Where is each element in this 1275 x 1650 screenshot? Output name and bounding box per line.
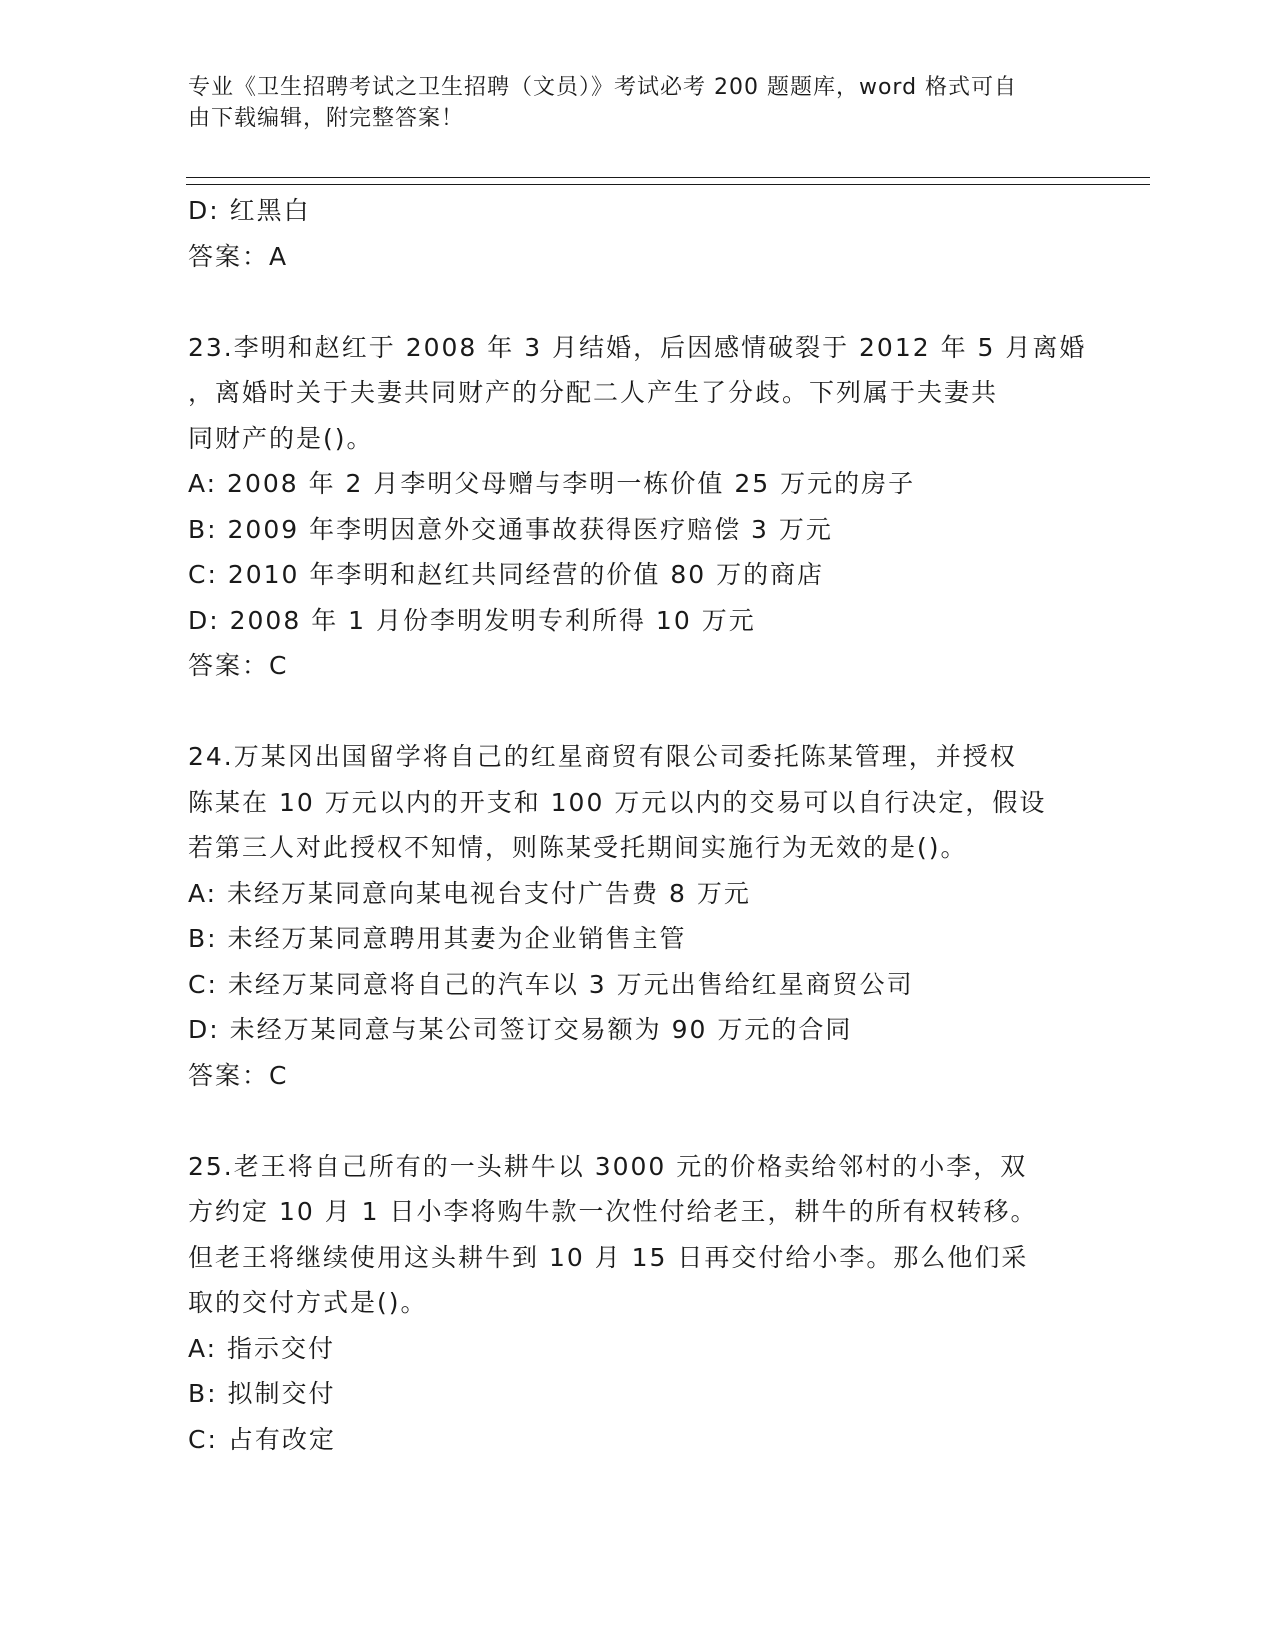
option-d: D: 未经万某同意与某公司签订交易额为 90 万元的合同 bbox=[188, 1015, 853, 1044]
question-stem-line: 25.老王将自己所有的一头耕牛以 3000 元的价格卖给邻村的小李，双 bbox=[188, 1151, 1028, 1181]
question-stem-line: 取的交付方式是()。 bbox=[188, 1288, 428, 1317]
question-stem-line: 23.李明和赵红于 2008 年 3 月结婚，后因感情破裂于 2012 年 5 月离婚 bbox=[188, 332, 1087, 362]
question-24 bbox=[188, 734, 1088, 1098]
option-a: A: 未经万某同意向某电视台支付广告费 8 万元 bbox=[188, 878, 751, 908]
option-d: D: 2008 年 1 月份李明发明专利所得 10 万元 bbox=[188, 605, 756, 635]
prev-answer: 答案：A bbox=[188, 241, 289, 271]
option-c: C: 2010 年李明和赵红共同经营的价值 80 万的商店 bbox=[188, 560, 825, 589]
page-header bbox=[188, 72, 1068, 134]
option-b: B: 2009 年李明因意外交通事故获得医疗赔偿 3 万元 bbox=[188, 514, 833, 544]
question-stem-line: 若第三人对此授权不知情，则陈某受托期间实施行为无效的是()。 bbox=[188, 833, 968, 862]
question-stem-line: 方约定 10 月 1 日小李将购牛款一次性付给老王，耕牛的所有权转移。 bbox=[188, 1197, 1038, 1226]
option-b: B: 未经万某同意聘用其妻为企业销售主管 bbox=[188, 924, 687, 953]
question-stem-line: ，离婚时关于夫妻共同财产的分配二人产生了分歧。下列属于夫妻共 bbox=[188, 378, 999, 407]
option-b: B: 拟制交付 bbox=[188, 1379, 336, 1408]
question-stem-line: 24.万某冈出国留学将自己的红星商贸有限公司委托陈某管理，并授权 bbox=[188, 742, 1017, 771]
question-stem-line: 同财产的是()。 bbox=[188, 423, 374, 453]
header-divider bbox=[186, 177, 1150, 185]
option-a: A: 指示交付 bbox=[188, 1333, 336, 1363]
question-23 bbox=[188, 325, 1088, 689]
header-line-1: 专业《卫生招聘考试之卫生招聘（文员）》考试必考 200 题题库，word 格式可自 bbox=[188, 75, 1018, 100]
option-c: C: 未经万某同意将自己的汽车以 3 万元出售给红星商贸公司 bbox=[188, 969, 914, 999]
spacer bbox=[188, 279, 1088, 325]
prev-option-d: D: 红黑白 bbox=[188, 196, 311, 225]
question-stem-line: 但老王将继续使用这头耕牛到 10 月 15 日再交付给小李。那么他们采 bbox=[188, 1242, 1029, 1272]
option-c: C: 占有改定 bbox=[188, 1424, 336, 1454]
option-a: A: 2008 年 2 月李明父母赠与李明一栋价值 25 万元的房子 bbox=[188, 469, 916, 498]
question-stem-line: 陈某在 10 万元以内的开支和 100 万元以内的交易可以自行决定，假设 bbox=[188, 787, 1047, 817]
spacer bbox=[188, 689, 1088, 735]
answer: 答案：C bbox=[188, 1060, 289, 1090]
header-line-2: 由下载编辑，附完整答案！ bbox=[188, 106, 465, 131]
answer: 答案：C bbox=[188, 651, 289, 680]
spacer bbox=[188, 1098, 1088, 1144]
document-body bbox=[188, 188, 1088, 1462]
question-25 bbox=[188, 1144, 1088, 1463]
